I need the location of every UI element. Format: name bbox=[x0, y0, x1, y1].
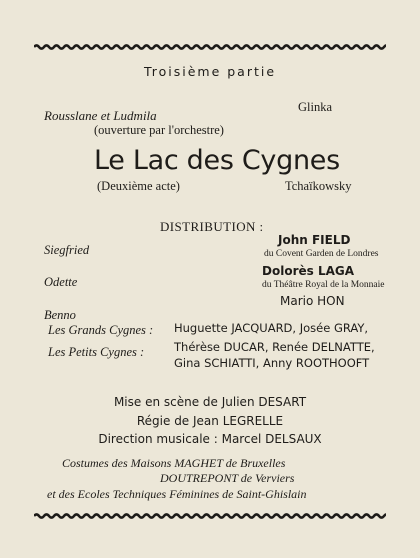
costumes-line2: DOUTREPONT de Verviers bbox=[160, 471, 295, 485]
credit-regie: Régie de Jean LEGRELLE bbox=[136, 414, 284, 428]
role-siegfried: Siegfried bbox=[44, 243, 90, 257]
ballet-composer: Tchaïkowsky bbox=[285, 179, 352, 193]
costumes-line3: et des Ecoles Techniques Féminines de Saint-Ghislain bbox=[47, 487, 307, 501]
ballet-subtitle: (Deuxième acte) bbox=[97, 179, 180, 193]
bottom-wavy-rule bbox=[34, 512, 386, 520]
dancer-odette: Dolorès LAGA bbox=[262, 264, 355, 278]
distribution-heading: DISTRIBUTION : bbox=[160, 219, 264, 234]
credit-mise-en-scene: Mise en scène de Julien DESART bbox=[113, 395, 307, 409]
overture-title: Rousslane et Ludmila bbox=[44, 108, 157, 123]
costumes-line1: Costumes des Maisons MAGHET de Bruxelles bbox=[62, 456, 286, 470]
role-grands-cygnes: Les Grands Cygnes : bbox=[48, 323, 154, 337]
role-petits-cygnes: Les Petits Cygnes : bbox=[48, 345, 145, 359]
dancer-benno: Mario HON bbox=[280, 294, 345, 308]
dancers-grands-cygnes: Huguette JACQUARD, Josée GRAY, bbox=[174, 321, 369, 335]
role-benno: Benno bbox=[44, 308, 76, 322]
overture-subtitle: (ouverture par l'orchestre) bbox=[94, 123, 224, 137]
dancers-petits-cygnes-line2: Gina SCHIATTI, Anny ROOTHOOFT bbox=[174, 356, 370, 370]
part-title: Troisième partie bbox=[143, 64, 277, 79]
credit-direction: Direction musicale : Marcel DELSAUX bbox=[98, 432, 322, 446]
note-siegfried: du Covent Garden de Londres bbox=[264, 249, 379, 259]
overture-composer: Glinka bbox=[298, 100, 333, 114]
dancers-petits-cygnes-line1: Thérèse DUCAR, Renée DELNATTE, bbox=[174, 340, 375, 354]
note-odette: du Théâtre Royal de la Monnaie bbox=[262, 280, 385, 290]
role-odette: Odette bbox=[44, 275, 78, 289]
top-wavy-rule bbox=[34, 43, 386, 51]
dancer-siegfried: John FIELD bbox=[278, 233, 351, 247]
ballet-title: Le Lac des Cygnes bbox=[94, 145, 340, 176]
